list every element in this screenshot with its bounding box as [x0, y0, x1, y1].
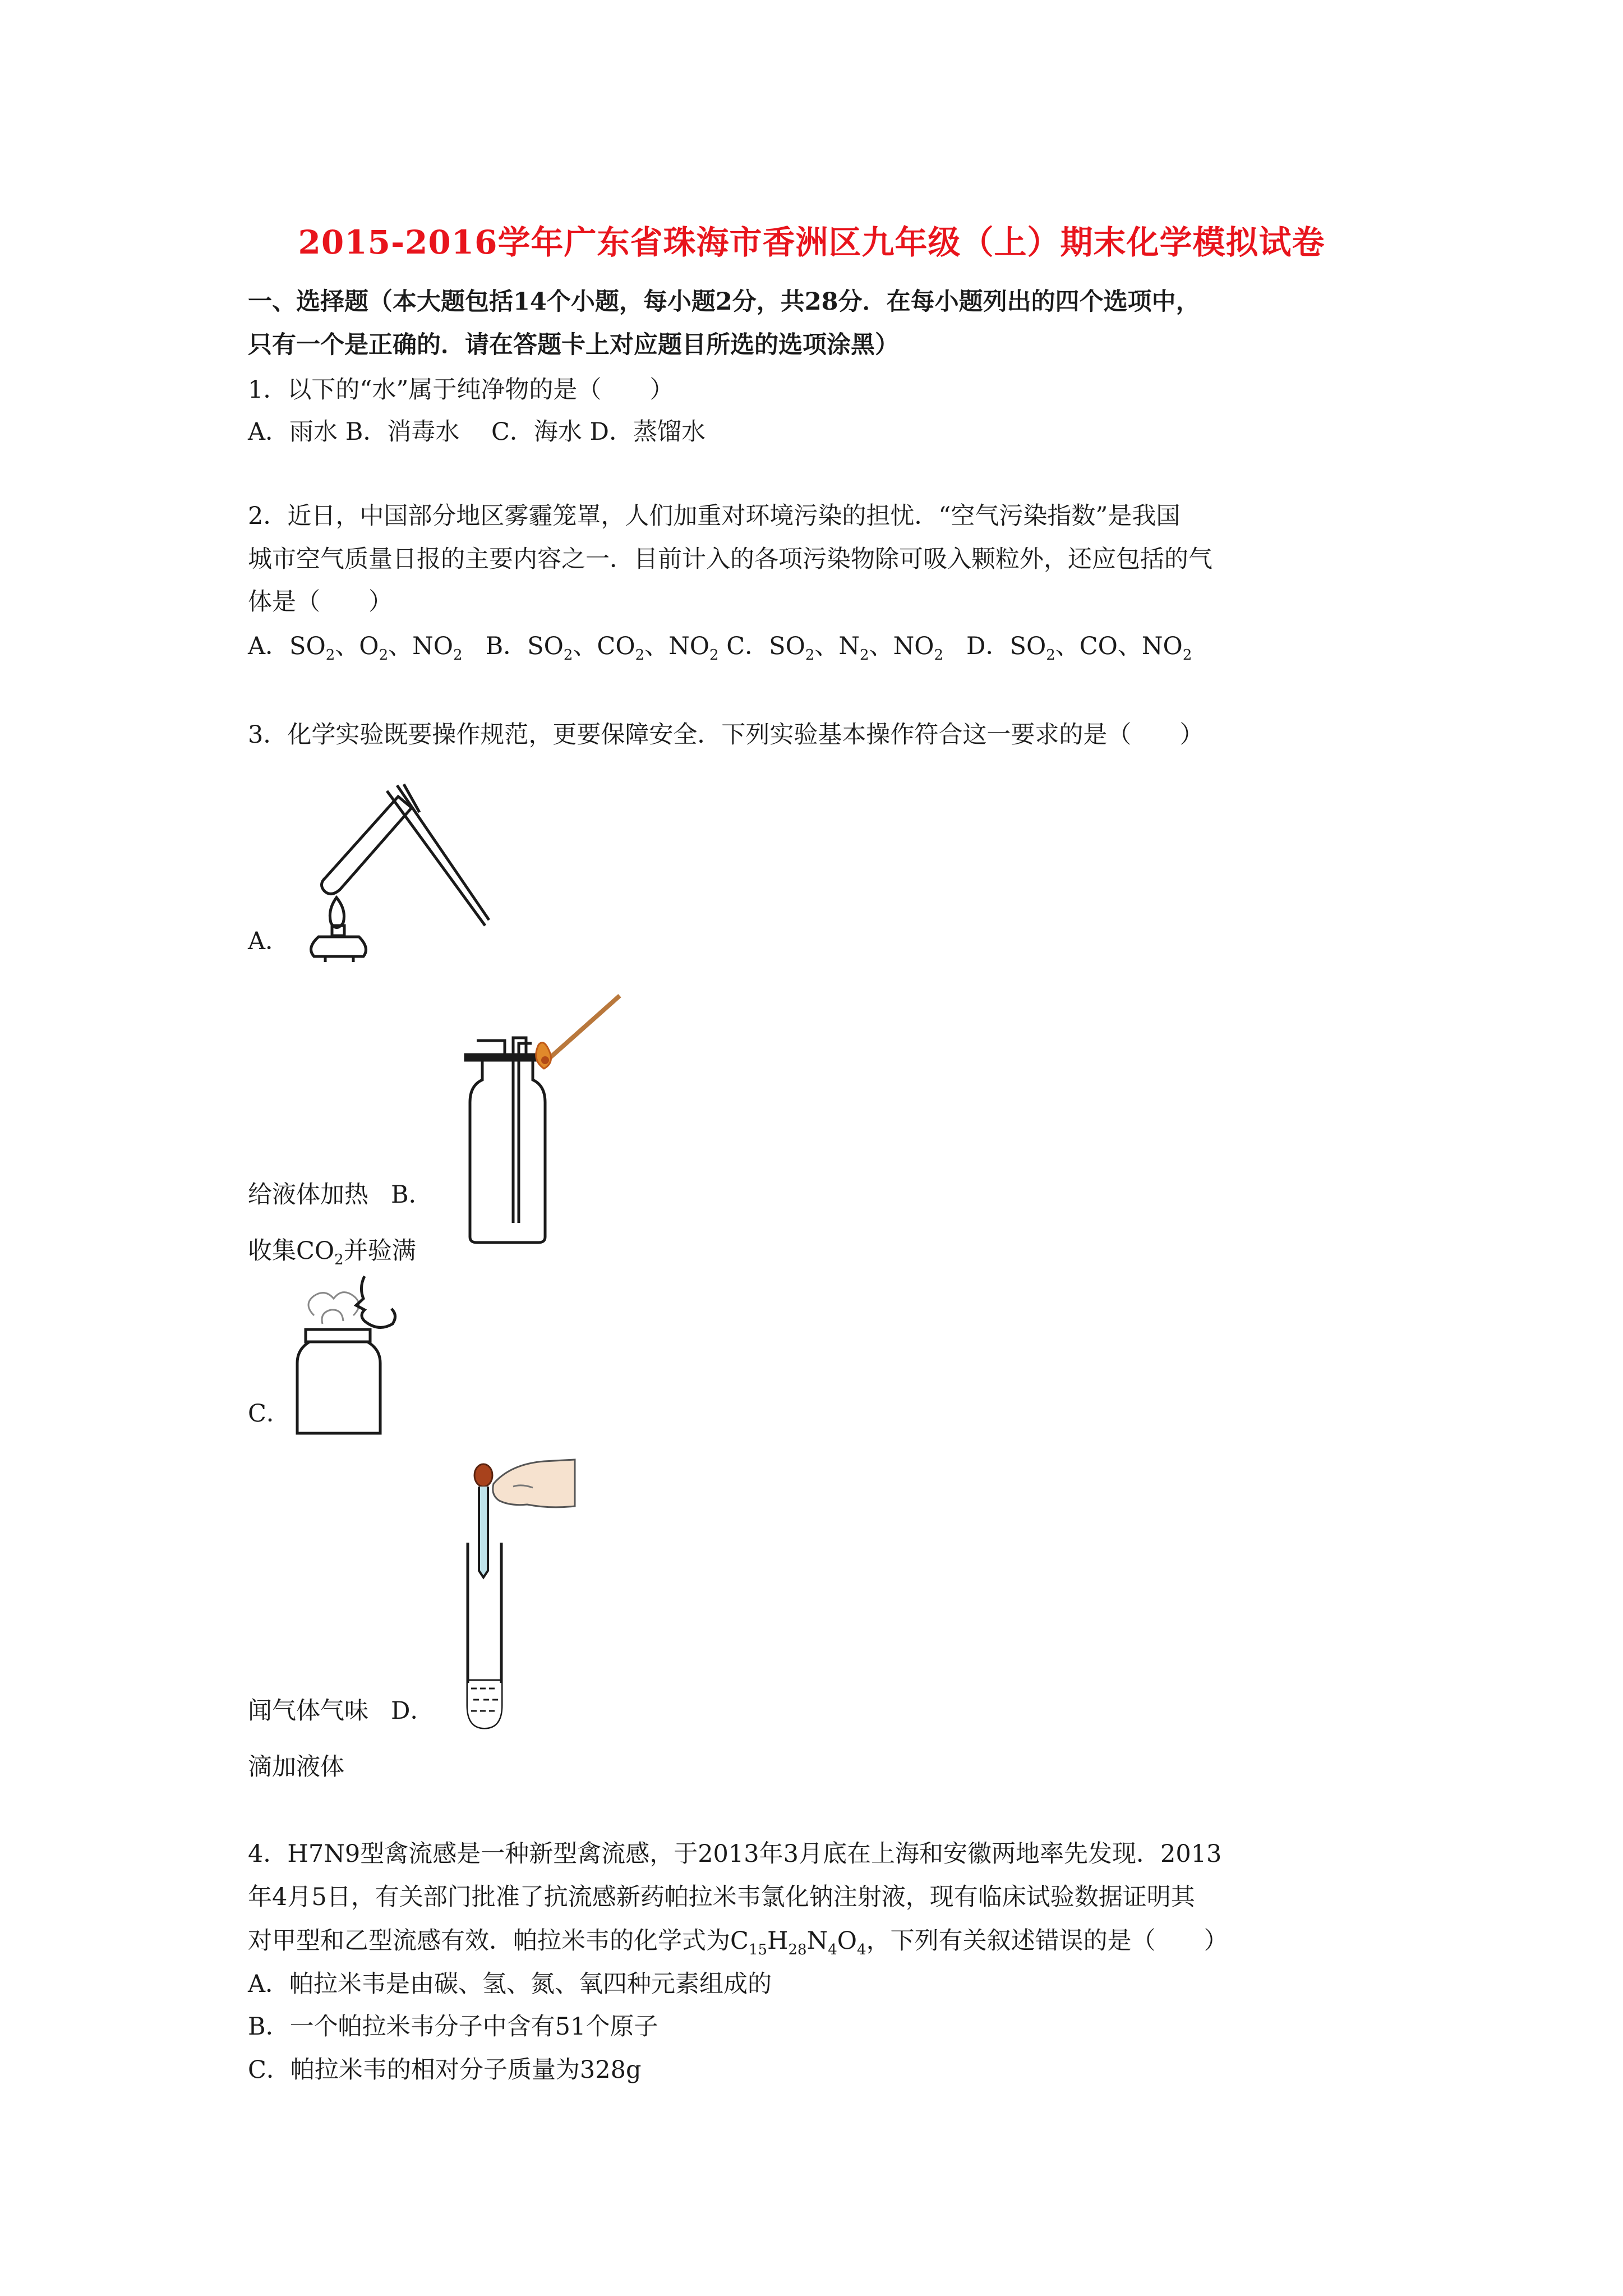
section-heading-line-1: 一、选择题（本大题包括14个小题，每小题2分，共28分．在每小题列出的四个选项中，	[248, 288, 1200, 316]
question-4-option-b: B．一个帕拉米韦分子中含有51个原子	[248, 2013, 658, 2041]
question-4-line-2: 年4月5日，有关部门批准了抗流感新药帕拉米韦氯化钠注射液，现有临床试验数据证明其	[248, 1883, 1195, 1911]
option-d-label: D．	[391, 1697, 435, 1725]
question-2-line-3: 体是（ ）	[248, 588, 393, 616]
question-1-options: A．雨水 B．消毒水 C．海水 D．蒸馏水	[248, 418, 706, 446]
page-title: 2015-2016学年广东省珠海市香洲区九年级（上）期末化学模拟试卷	[298, 223, 1325, 261]
question-2-line-2: 城市空气质量日报的主要内容之一．目前计入的各项污染物除可吸入颗粒外，还应包括的气	[248, 545, 1212, 573]
question-2-options	[248, 629, 1192, 663]
dropper-figure	[460, 1453, 578, 1733]
question-1-stem: 1．以下的“水”属于纯净物的是（ ）	[248, 376, 674, 404]
smell-gas-figure	[280, 1271, 415, 1439]
section-heading-line-2: 只有一个是正确的．请在答题卡上对应题目所选的选项涂黑）	[248, 331, 899, 359]
option-a-caption: 给液体加热 B．	[248, 1181, 433, 1209]
option-c-label: C．	[248, 1400, 291, 1428]
question-4-option-c: C．帕拉米韦的相对分子质量为328g	[248, 2056, 642, 2084]
option-d-caption: 滴加液体	[248, 1753, 344, 1781]
option-a: A．$SO_2$、$O_2$、$NO_2$	[248, 632, 463, 664]
option-d: D．$SO_2$、CO、$NO_2$	[966, 632, 1192, 664]
option-b-caption: 收集$CO_2$并验满	[248, 1237, 416, 1268]
question-2-line-1: 2．近日，中国部分地区雾霾笼罩，人们加重对环境污染的担忧．“空气污染指数”是我国	[248, 502, 1181, 530]
option-c: C．$SO_2$、$N_2$、$NO_2$	[726, 632, 944, 664]
option-a-label: A．	[248, 927, 290, 955]
option-b: B．$SO_2$、$CO_2$、$NO_2$	[485, 632, 719, 664]
option-b-label: B．	[391, 1181, 433, 1209]
question-4-option-a: A．帕拉米韦是由碳、氢、氮、氧四种元素组成的	[248, 1970, 772, 1998]
option-c-caption: 闻气体气味 D．	[248, 1697, 435, 1725]
question-3-stem: 3．化学实验既要操作规范，更要保障安全．下列实验基本操作符合这一要求的是（ ）	[248, 721, 1204, 749]
heating-liquid-figure	[292, 763, 494, 965]
question-4-line-3: 对甲型和乙型流感有效．帕拉米韦的化学式为$C_{15}H_{28}N_4O_4$，下列有关叙述错误的是（ ）	[248, 1927, 1228, 1958]
question-4-line-1: 4．H7N9型禽流感是一种新型禽流感，于2013年3月底在上海和安徽两地率先发现．2013	[248, 1840, 1222, 1868]
gas-collection-bottle-figure	[460, 984, 623, 1254]
